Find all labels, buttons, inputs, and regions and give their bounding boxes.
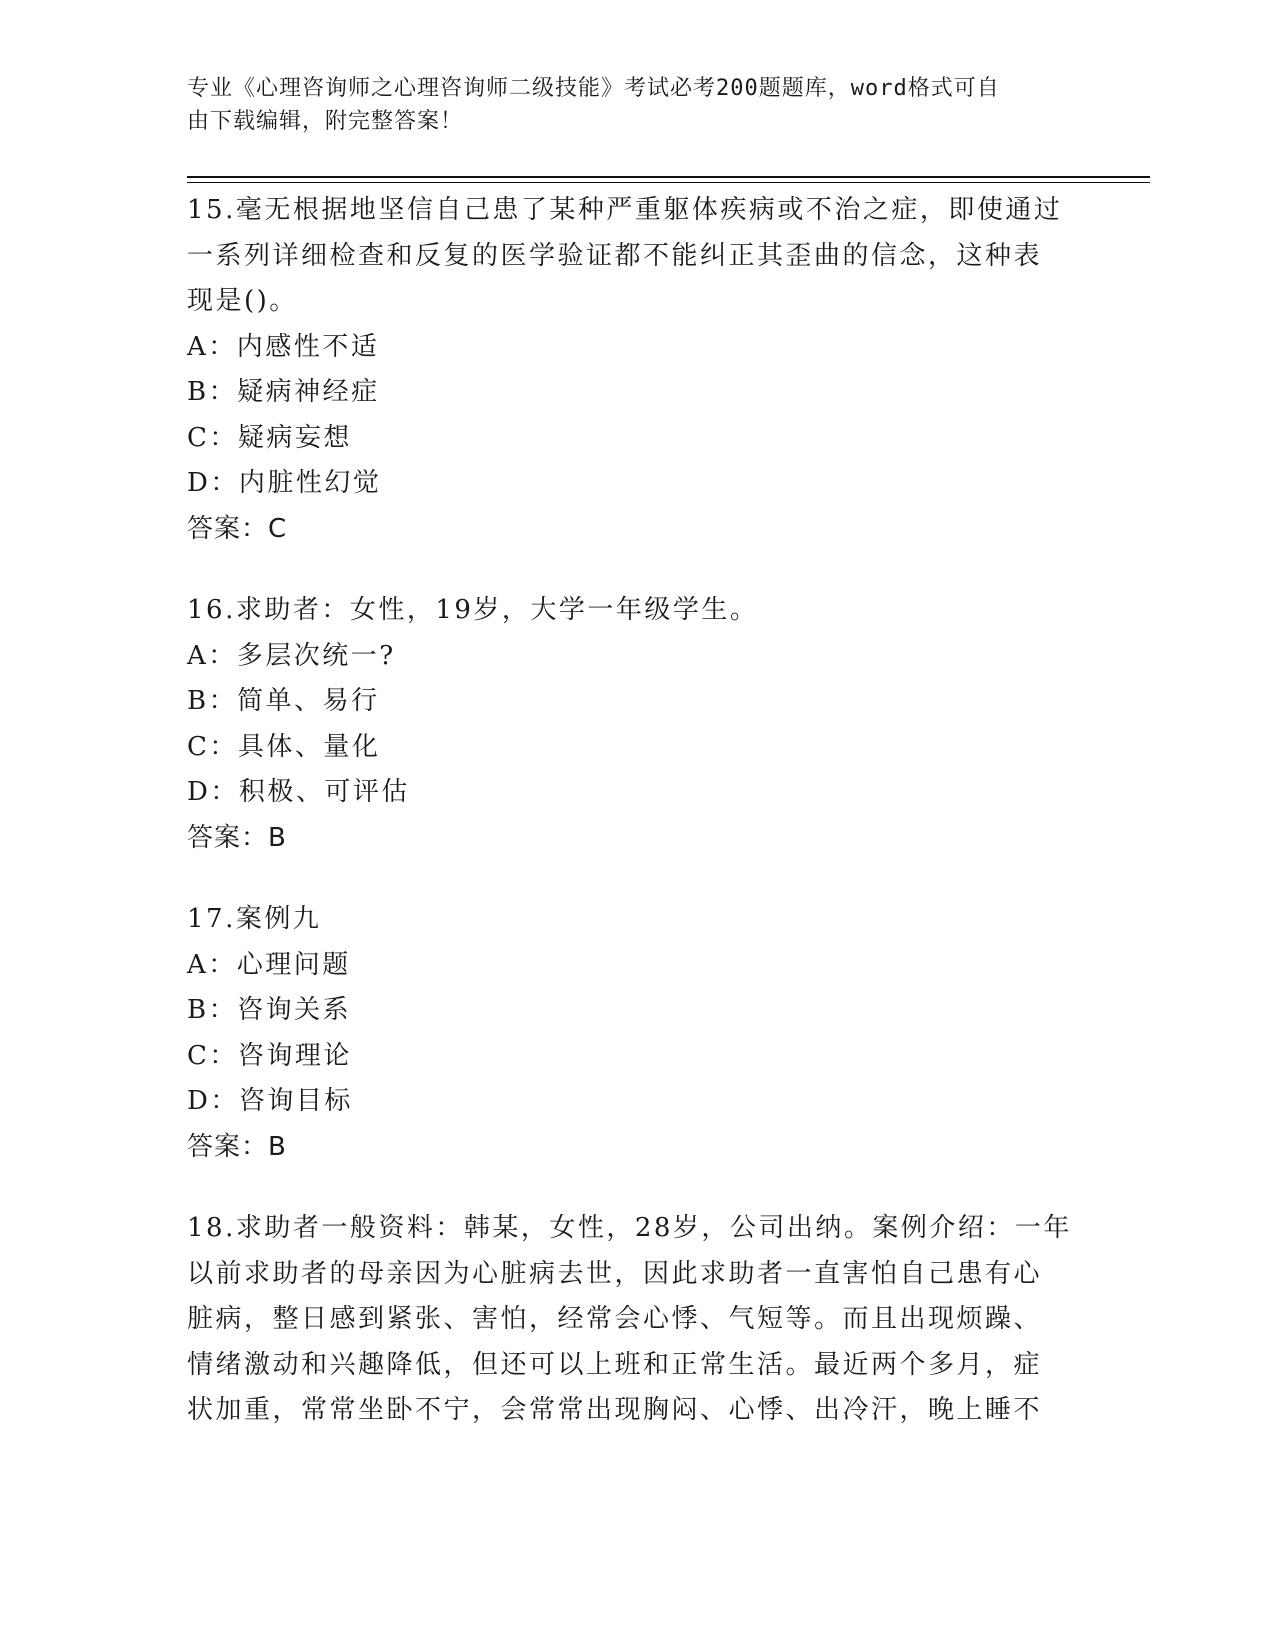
header-line-1: 专业《心理咨询师之心理咨询师二级技能》考试必考200题题库，word格式可自 bbox=[187, 76, 1000, 101]
stem-line: 情绪激动和兴趣降低，但还可以上班和正常生活。最近两个多月，症 bbox=[187, 1349, 1043, 1380]
stem-line: 16.求助者：女性，19岁，大学一年级学生。 bbox=[187, 595, 759, 625]
question-list bbox=[187, 188, 1087, 1470]
header-divider-thick bbox=[187, 176, 1150, 178]
document-header bbox=[187, 72, 1067, 138]
option-d: D：内脏性幻觉 bbox=[187, 468, 382, 498]
option-c: C：疑病妄想 bbox=[187, 422, 352, 453]
option-c: C：咨询理论 bbox=[187, 1040, 352, 1071]
answer: 答案：C bbox=[187, 513, 288, 544]
header-divider-thin bbox=[187, 182, 1150, 183]
stem-line: 15.毫无根据地坚信自己患了某种严重躯体疾病或不治之症，即使通过 bbox=[187, 195, 1063, 225]
stem-line: 一系列详细检查和反复的医学验证都不能纠正其歪曲的信念，这种表 bbox=[187, 240, 1043, 271]
answer: 答案：B bbox=[187, 822, 287, 853]
question-stem bbox=[187, 1206, 1087, 1434]
answer: 答案：B bbox=[187, 1131, 287, 1162]
stem-line: 以前求助者的母亲因为心脏病去世，因此求助者一直害怕自己患有心 bbox=[187, 1258, 1043, 1289]
stem-line: 脏病，整日感到紧张、害怕，经常会心悸、气短等。而且出现烦躁、 bbox=[187, 1304, 1043, 1334]
option-c: C：具体、量化 bbox=[187, 731, 381, 762]
stem-line: 17.案例九 bbox=[187, 904, 322, 934]
option-b: B：简单、易行 bbox=[187, 686, 380, 716]
question-15 bbox=[187, 188, 1087, 552]
option-a: A：多层次统一? bbox=[187, 640, 396, 671]
option-b: B：咨询关系 bbox=[187, 995, 352, 1025]
option-a: A：内感性不适 bbox=[187, 331, 380, 362]
option-b: B：疑病神经症 bbox=[187, 377, 380, 407]
option-a: A：心理问题 bbox=[187, 949, 351, 980]
stem-line: 18.求助者一般资料：韩某，女性，28岁，公司出纳。案例介绍：一年 bbox=[187, 1213, 1072, 1243]
question-18 bbox=[187, 1206, 1087, 1434]
stem-line: 状加重，常常坐卧不宁，会常常出现胸闷、心悸、出冷汗，晚上睡不 bbox=[187, 1395, 1043, 1425]
question-stem bbox=[187, 897, 1087, 943]
question-stem bbox=[187, 188, 1087, 325]
header-line-2: 由下载编辑，附完整答案！ bbox=[187, 109, 464, 134]
question-stem bbox=[187, 588, 1087, 634]
option-d: D：积极、可评估 bbox=[187, 777, 410, 807]
question-16 bbox=[187, 588, 1087, 861]
stem-line: 现是()。 bbox=[187, 286, 298, 316]
question-17 bbox=[187, 897, 1087, 1170]
option-d: D：咨询目标 bbox=[187, 1086, 353, 1116]
